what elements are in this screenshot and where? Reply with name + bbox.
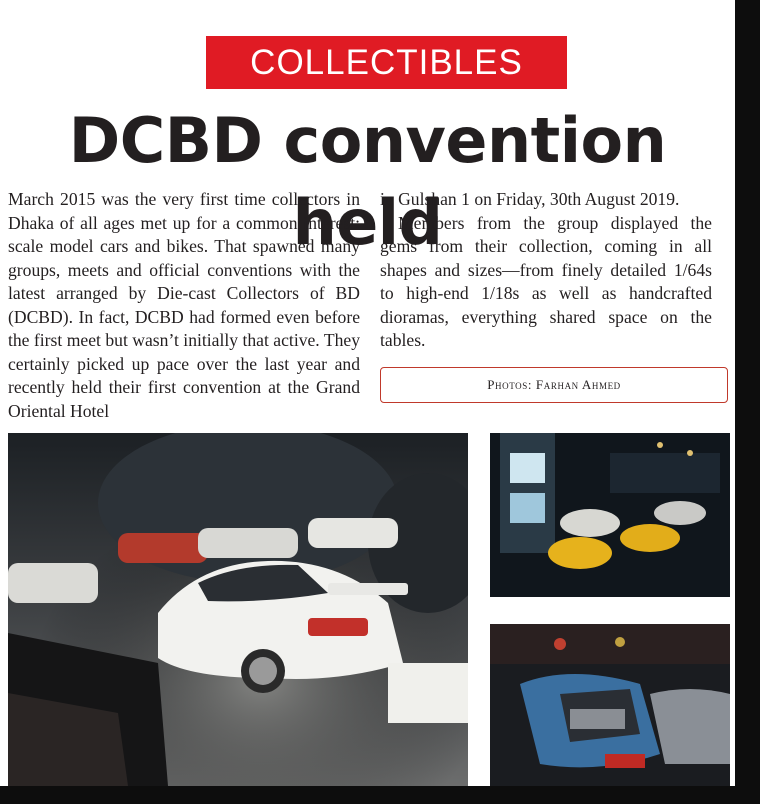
photo-diorama-yellow-cars [490, 433, 730, 597]
article-column-2 [380, 188, 712, 353]
article-headline: DCBD convention held [68, 104, 667, 259]
section-kicker: COLLECTIBLES [206, 36, 567, 89]
article-paragraph-1-continued: in Gulshan 1 on Friday, 30th August 2019. [380, 189, 680, 209]
page-edge-strip [735, 0, 760, 804]
article-column-1 [8, 188, 360, 423]
photo-blue-car-open-hood [490, 624, 730, 786]
page-bottom-strip [0, 786, 760, 804]
photo-credit: Photos: Farhan Ahmed [380, 367, 728, 403]
photo-white-model-car [8, 433, 468, 786]
article-paragraph-2: Members from the group displayed the gems from their collection, coming in all shapes and sizes—from finely detailed 1/64s to high-end 1/18s as well as handcrafted dioramas, everything shared space on the tables. [380, 212, 712, 350]
article-paragraph-1: March 2015 was the very first time collectors in Dhaka of all ages met up for a common interest: scale model cars and bikes. That spawned many groups, meets and official conventions with the latest arranged by Die-cast Collectors of BD (DCBD). In fact, DCBD had formed even before the first meet but wasn’t initially that active. They certainly picked up pace over the last year and recently held their first convention at the Grand Oriental Hotel [8, 189, 360, 421]
